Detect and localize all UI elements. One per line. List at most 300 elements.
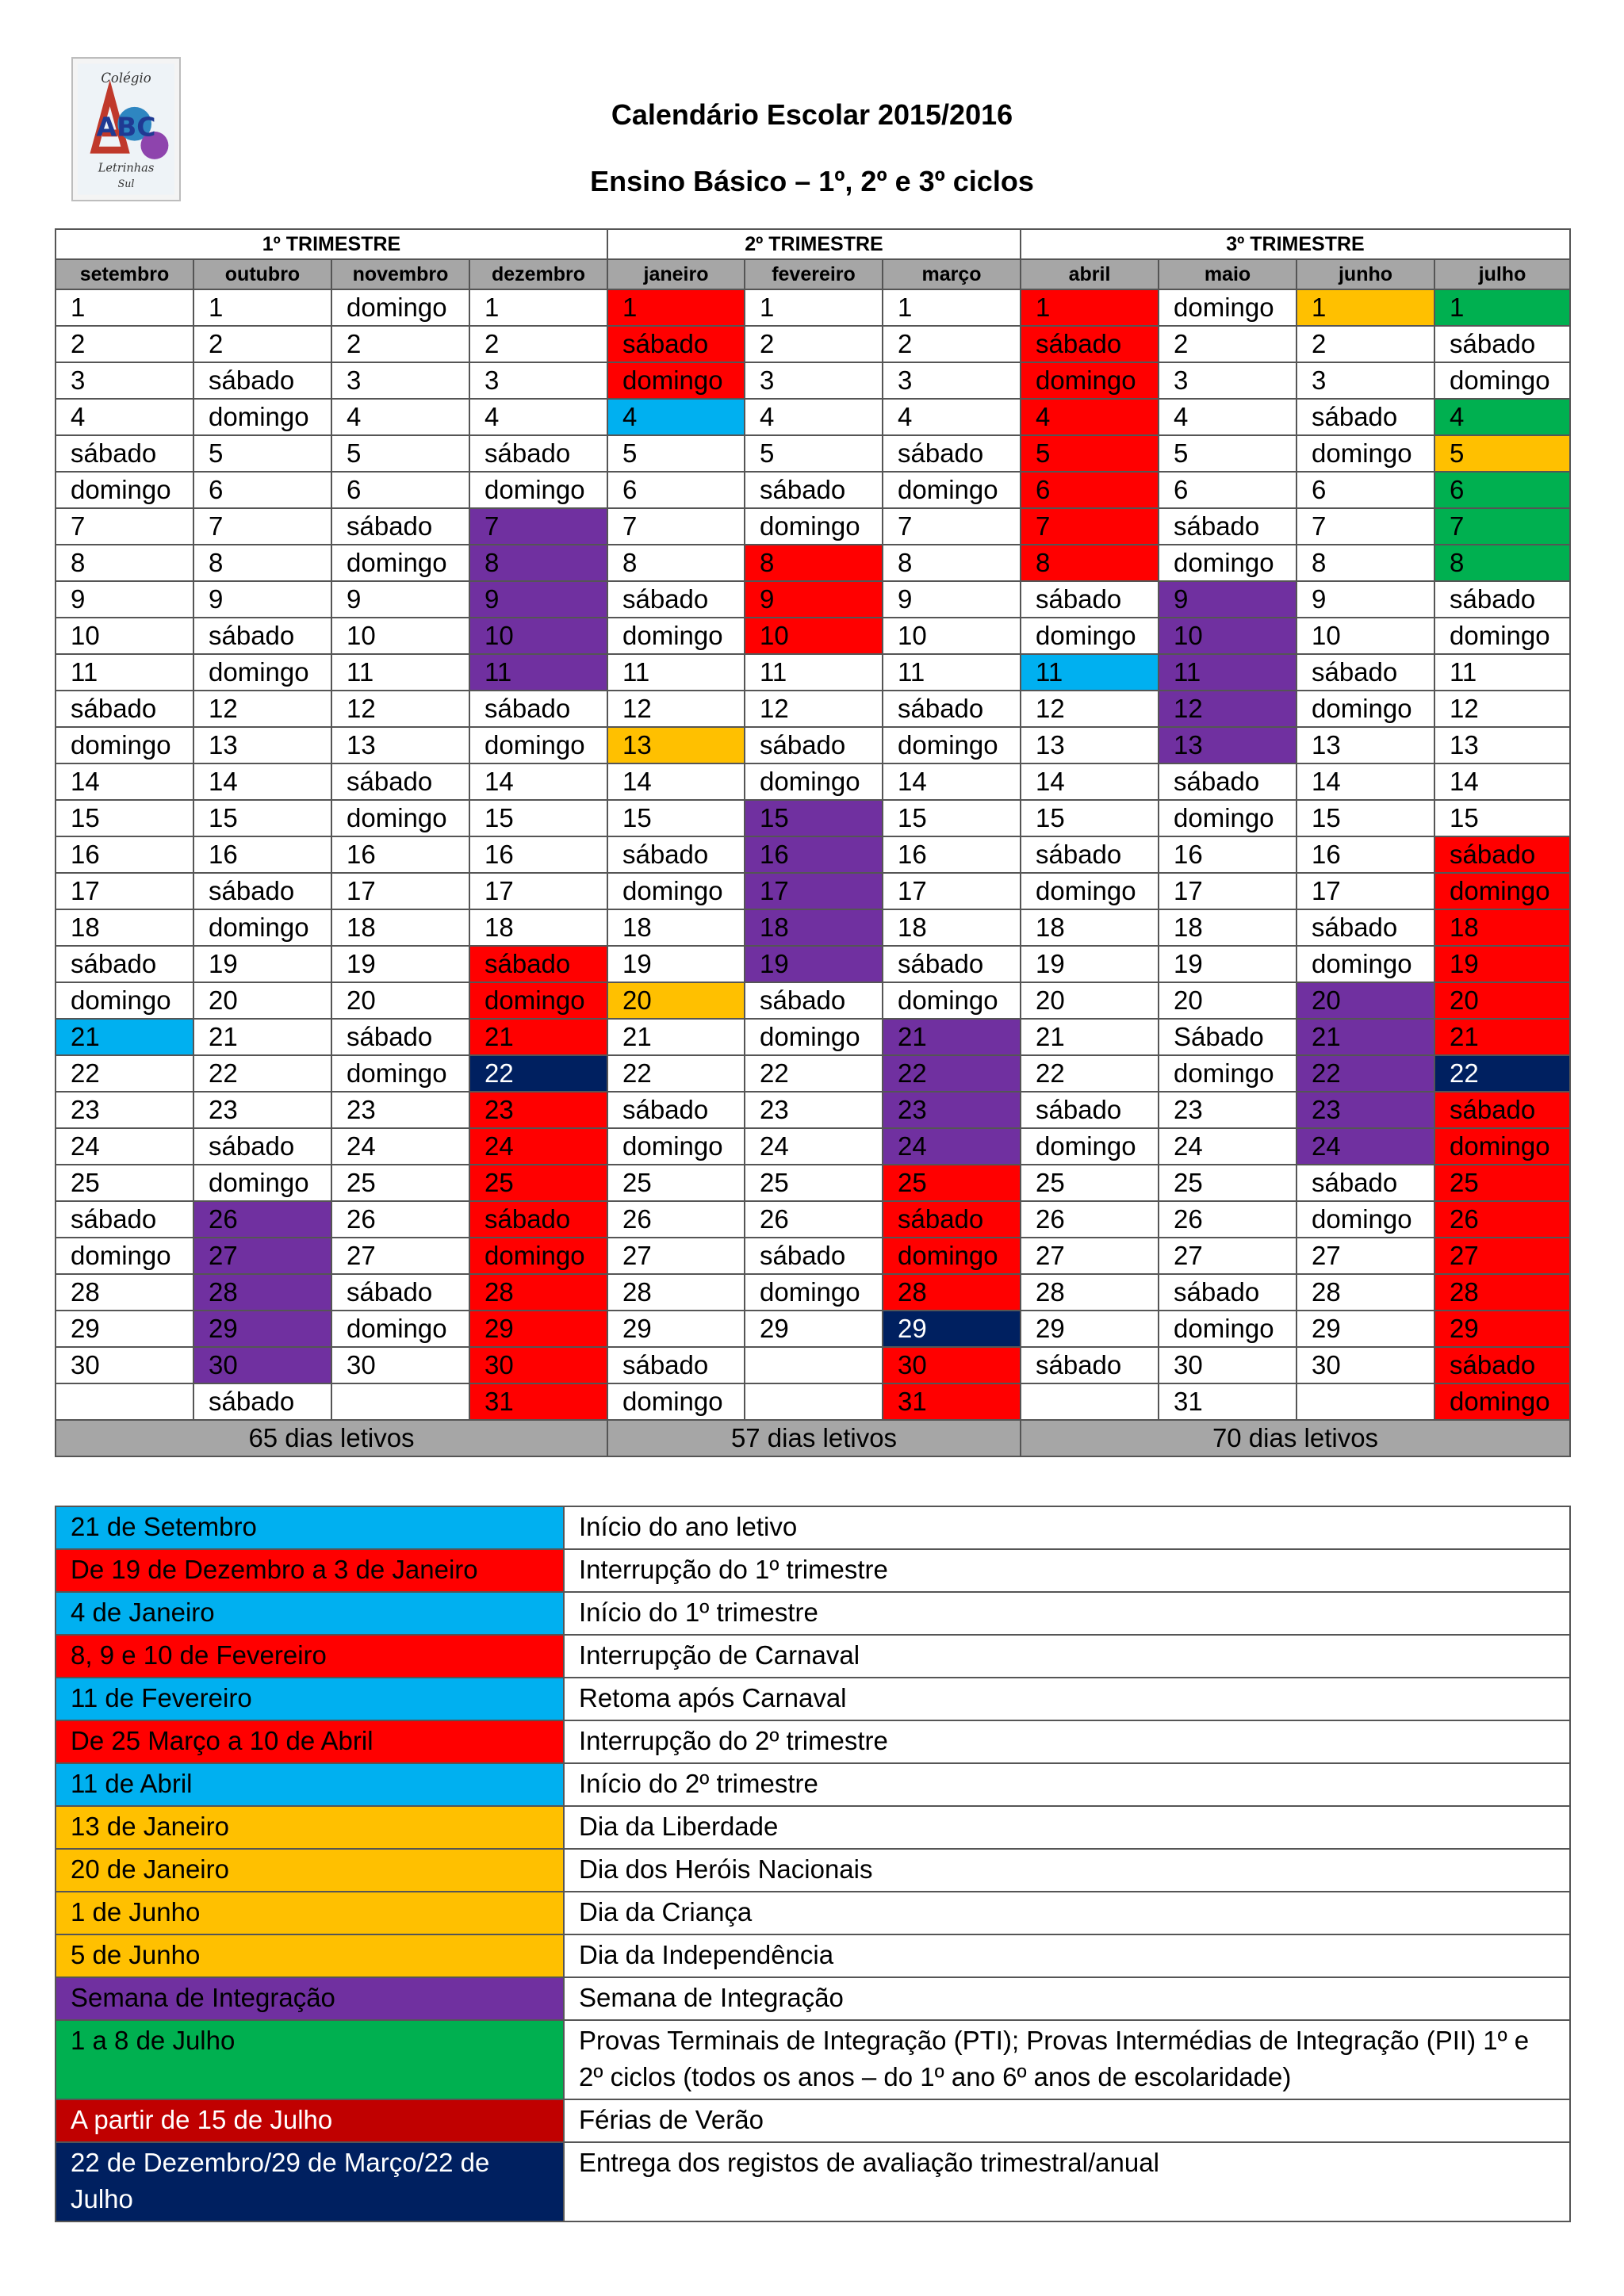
- day-cell: 20: [1434, 982, 1570, 1019]
- day-cell: 15: [469, 800, 607, 836]
- table-row: [56, 289, 1570, 326]
- day-cell: sábado: [1434, 326, 1570, 362]
- day-cell: 3: [1159, 362, 1297, 399]
- day-cell: 17: [1297, 873, 1434, 909]
- table-row: [56, 946, 1570, 982]
- day-cell: sábado: [1297, 909, 1434, 946]
- day-cell: domingo: [1297, 435, 1434, 472]
- table-row: [56, 982, 1570, 1019]
- day-cell: 1: [193, 289, 331, 326]
- day-cell: domingo: [56, 727, 193, 763]
- day-cell: 26: [331, 1201, 469, 1238]
- day-cell: 11: [745, 654, 883, 691]
- day-cell: 26: [1159, 1201, 1297, 1238]
- day-cell: domingo: [745, 508, 883, 545]
- day-cell: 1: [56, 289, 193, 326]
- day-cell: sábado: [1021, 836, 1159, 873]
- day-cell: 15: [1021, 800, 1159, 836]
- legend-description: Dia da Criança: [564, 1892, 1570, 1934]
- month-header: setembro: [56, 259, 193, 289]
- day-cell: 30: [56, 1347, 193, 1383]
- school-days-total: 57 dias letivos: [607, 1420, 1021, 1456]
- legend-description: Semana de Integração: [564, 1977, 1570, 2020]
- trimester-header: 2º TRIMESTRE: [607, 229, 1021, 259]
- day-cell: sábado: [1021, 1347, 1159, 1383]
- day-cell: 2: [745, 326, 883, 362]
- legend-row: [56, 1635, 1570, 1678]
- day-cell: 16: [883, 836, 1021, 873]
- day-cell: 30: [193, 1347, 331, 1383]
- day-cell: 6: [331, 472, 469, 508]
- day-cell: 31: [883, 1383, 1021, 1420]
- day-cell: domingo: [1434, 873, 1570, 909]
- table-row: [56, 1201, 1570, 1238]
- day-cell: sábado: [193, 1383, 331, 1420]
- page-title: Calendário Escolar 2015/2016: [611, 98, 1013, 131]
- day-cell: 6: [1021, 472, 1159, 508]
- day-cell: 25: [331, 1165, 469, 1201]
- day-cell: sábado: [607, 1092, 745, 1128]
- logo-text-0: Colégio: [101, 70, 151, 86]
- day-cell: 15: [607, 800, 745, 836]
- day-cell: sábado: [331, 1274, 469, 1311]
- day-cell: 13: [193, 727, 331, 763]
- legend-description: Dia da Independência: [564, 1934, 1570, 1977]
- legend-date: 8, 9 e 10 de Fevereiro: [56, 1635, 564, 1678]
- day-cell: 9: [745, 581, 883, 618]
- day-cell: 5: [745, 435, 883, 472]
- day-cell: 16: [56, 836, 193, 873]
- day-cell: sábado: [883, 1201, 1021, 1238]
- day-cell: domingo: [607, 618, 745, 654]
- day-cell: sábado: [607, 1347, 745, 1383]
- day-cell: 25: [607, 1165, 745, 1201]
- trimester-header: 3º TRIMESTRE: [1021, 229, 1570, 259]
- table-row: [56, 763, 1570, 800]
- day-cell: [745, 1347, 883, 1383]
- day-cell: 21: [607, 1019, 745, 1055]
- day-cell: 28: [607, 1274, 745, 1311]
- calendar-table: [55, 228, 1571, 1457]
- day-cell: 22: [469, 1055, 607, 1092]
- legend-row: [56, 1506, 1570, 1549]
- school-days-total: 65 dias letivos: [56, 1420, 607, 1456]
- table-row: [56, 1055, 1570, 1092]
- day-cell: sábado: [607, 836, 745, 873]
- day-cell: 6: [193, 472, 331, 508]
- table-row: [56, 1019, 1570, 1055]
- day-cell: 21: [469, 1019, 607, 1055]
- day-cell: 10: [883, 618, 1021, 654]
- day-cell: 31: [1159, 1383, 1297, 1420]
- legend-table: [55, 1506, 1571, 2222]
- legend-row: [56, 1977, 1570, 2020]
- day-cell: 29: [1434, 1311, 1570, 1347]
- month-header: fevereiro: [745, 259, 883, 289]
- day-cell: 30: [331, 1347, 469, 1383]
- table-row: [56, 836, 1570, 873]
- day-cell: 5: [1434, 435, 1570, 472]
- day-cell: 18: [1159, 909, 1297, 946]
- day-cell: domingo: [607, 1383, 745, 1420]
- day-cell: sábado: [1159, 508, 1297, 545]
- month-header: julho: [1434, 259, 1570, 289]
- table-row: [56, 581, 1570, 618]
- day-cell: sábado: [883, 946, 1021, 982]
- day-cell: 6: [1159, 472, 1297, 508]
- day-cell: 17: [469, 873, 607, 909]
- day-cell: domingo: [331, 1311, 469, 1347]
- table-row: [56, 399, 1570, 435]
- legend-description: Provas Terminais de Integração (PTI); Provas Intermédias de Integração (PII) 1º e 2º ciclos (todos os anos – do 1º ano 6º anos de escolaridade): [564, 2020, 1570, 2099]
- day-cell: sábado: [745, 1238, 883, 1274]
- day-cell: 11: [469, 654, 607, 691]
- day-cell: 27: [1297, 1238, 1434, 1274]
- day-cell: 7: [469, 508, 607, 545]
- day-cell: 24: [1297, 1128, 1434, 1165]
- day-cell: 18: [469, 909, 607, 946]
- day-cell: domingo: [745, 763, 883, 800]
- day-cell: 27: [331, 1238, 469, 1274]
- day-cell: 27: [1021, 1238, 1159, 1274]
- day-cell: 3: [745, 362, 883, 399]
- day-cell: 18: [883, 909, 1021, 946]
- day-cell: 29: [193, 1311, 331, 1347]
- day-cell: 25: [469, 1165, 607, 1201]
- trimester-header-row: [56, 229, 1570, 259]
- table-row: [56, 508, 1570, 545]
- legend-description: Entrega dos registos de avaliação trimestral/anual: [564, 2142, 1570, 2221]
- table-row: [56, 1092, 1570, 1128]
- day-cell: 21: [883, 1019, 1021, 1055]
- day-cell: 8: [1434, 545, 1570, 581]
- day-cell: sábado: [1434, 581, 1570, 618]
- day-cell: domingo: [1021, 1128, 1159, 1165]
- day-cell: domingo: [469, 727, 607, 763]
- table-row: [56, 362, 1570, 399]
- day-cell: 8: [745, 545, 883, 581]
- day-cell: sábado: [469, 435, 607, 472]
- day-cell: 27: [607, 1238, 745, 1274]
- legend-row: [56, 2020, 1570, 2099]
- day-cell: 20: [1297, 982, 1434, 1019]
- table-row: [56, 1128, 1570, 1165]
- day-cell: 21: [1021, 1019, 1159, 1055]
- day-cell: 10: [331, 618, 469, 654]
- day-cell: 14: [1021, 763, 1159, 800]
- day-cell: 4: [56, 399, 193, 435]
- day-cell: 14: [1434, 763, 1570, 800]
- day-cell: 5: [1021, 435, 1159, 472]
- day-cell: 29: [469, 1311, 607, 1347]
- day-cell: 12: [607, 691, 745, 727]
- day-cell: sábado: [56, 435, 193, 472]
- day-cell: 23: [469, 1092, 607, 1128]
- legend-date: 11 de Abril: [56, 1763, 564, 1806]
- day-cell: 26: [1021, 1201, 1159, 1238]
- day-cell: 7: [56, 508, 193, 545]
- day-cell: 27: [1159, 1238, 1297, 1274]
- legend-row: [56, 1849, 1570, 1892]
- legend-description: Dia dos Heróis Nacionais: [564, 1849, 1570, 1892]
- day-cell: 21: [1434, 1019, 1570, 1055]
- day-cell: 18: [607, 909, 745, 946]
- day-cell: 9: [56, 581, 193, 618]
- logo-text-3: Sul: [117, 177, 135, 189]
- day-cell: 22: [745, 1055, 883, 1092]
- day-cell: 5: [1159, 435, 1297, 472]
- day-cell: sábado: [193, 362, 331, 399]
- day-cell: 22: [1434, 1055, 1570, 1092]
- day-cell: 24: [883, 1128, 1021, 1165]
- day-cell: 23: [1159, 1092, 1297, 1128]
- day-cell: sábado: [331, 763, 469, 800]
- table-row: [56, 909, 1570, 946]
- day-cell: sábado: [56, 1201, 193, 1238]
- legend-date: 21 de Setembro: [56, 1506, 564, 1549]
- day-cell: 31: [469, 1383, 607, 1420]
- day-cell: 14: [607, 763, 745, 800]
- day-cell: 13: [1434, 727, 1570, 763]
- day-cell: 12: [1434, 691, 1570, 727]
- day-cell: sábado: [1434, 836, 1570, 873]
- table-row: [56, 1311, 1570, 1347]
- table-row: [56, 472, 1570, 508]
- day-cell: 2: [469, 326, 607, 362]
- day-cell: sábado: [331, 508, 469, 545]
- day-cell: 30: [1297, 1347, 1434, 1383]
- day-cell: 12: [745, 691, 883, 727]
- day-cell: 4: [1159, 399, 1297, 435]
- day-cell: domingo: [1159, 545, 1297, 581]
- legend-description: Interrupção de Carnaval: [564, 1635, 1570, 1678]
- day-cell: sábado: [1434, 1092, 1570, 1128]
- day-cell: [1297, 1383, 1434, 1420]
- day-cell: 22: [1021, 1055, 1159, 1092]
- day-cell: sábado: [607, 326, 745, 362]
- day-cell: 20: [607, 982, 745, 1019]
- day-cell: 27: [1434, 1238, 1570, 1274]
- day-cell: 25: [745, 1165, 883, 1201]
- day-cell: 4: [1434, 399, 1570, 435]
- day-cell: 22: [883, 1055, 1021, 1092]
- day-cell: 10: [56, 618, 193, 654]
- day-cell: 18: [1021, 909, 1159, 946]
- legend-description: Início do 2º trimestre: [564, 1763, 1570, 1806]
- day-cell: domingo: [1159, 1311, 1297, 1347]
- day-cell: 20: [1021, 982, 1159, 1019]
- day-cell: 28: [883, 1274, 1021, 1311]
- day-cell: 25: [883, 1165, 1021, 1201]
- day-cell: 8: [883, 545, 1021, 581]
- legend-row: [56, 1549, 1570, 1592]
- month-header: março: [883, 259, 1021, 289]
- day-cell: domingo: [1434, 1128, 1570, 1165]
- totals-row: [56, 1420, 1570, 1456]
- legend-date: 13 de Janeiro: [56, 1806, 564, 1849]
- day-cell: 11: [331, 654, 469, 691]
- day-cell: 12: [1159, 691, 1297, 727]
- day-cell: 4: [745, 399, 883, 435]
- day-cell: 29: [883, 1311, 1021, 1347]
- day-cell: sábado: [745, 982, 883, 1019]
- day-cell: 20: [1159, 982, 1297, 1019]
- day-cell: domingo: [1297, 1201, 1434, 1238]
- table-row: [56, 1274, 1570, 1311]
- day-cell: 3: [1297, 362, 1434, 399]
- day-cell: 19: [745, 946, 883, 982]
- day-cell: domingo: [1021, 873, 1159, 909]
- day-cell: domingo: [1297, 691, 1434, 727]
- day-cell: 4: [883, 399, 1021, 435]
- day-cell: 16: [469, 836, 607, 873]
- day-cell: domingo: [331, 545, 469, 581]
- day-cell: 7: [607, 508, 745, 545]
- day-cell: domingo: [331, 1055, 469, 1092]
- day-cell: 5: [607, 435, 745, 472]
- day-cell: 22: [1297, 1055, 1434, 1092]
- day-cell: 1: [469, 289, 607, 326]
- legend-description: Férias de Verão: [564, 2099, 1570, 2142]
- day-cell: domingo: [607, 873, 745, 909]
- day-cell: domingo: [331, 289, 469, 326]
- day-cell: 7: [1021, 508, 1159, 545]
- legend-row: [56, 2099, 1570, 2142]
- day-cell: 13: [331, 727, 469, 763]
- logo-text-2: Letrinhas: [98, 161, 155, 175]
- day-cell: 7: [193, 508, 331, 545]
- day-cell: 17: [883, 873, 1021, 909]
- day-cell: 7: [883, 508, 1021, 545]
- legend-description: Início do 1º trimestre: [564, 1592, 1570, 1635]
- day-cell: 16: [1159, 836, 1297, 873]
- day-cell: sábado: [1159, 1274, 1297, 1311]
- day-cell: 26: [607, 1201, 745, 1238]
- day-cell: 2: [1159, 326, 1297, 362]
- day-cell: domingo: [883, 1238, 1021, 1274]
- day-cell: 23: [1297, 1092, 1434, 1128]
- day-cell: 20: [193, 982, 331, 1019]
- day-cell: 1: [1297, 289, 1434, 326]
- day-cell: 11: [1021, 654, 1159, 691]
- day-cell: domingo: [1159, 800, 1297, 836]
- day-cell: 25: [1159, 1165, 1297, 1201]
- legend-date: 1 de Junho: [56, 1892, 564, 1934]
- day-cell: 9: [469, 581, 607, 618]
- month-header: dezembro: [469, 259, 607, 289]
- day-cell: 24: [469, 1128, 607, 1165]
- day-cell: domingo: [1021, 618, 1159, 654]
- day-cell: domingo: [883, 472, 1021, 508]
- day-cell: 27: [193, 1238, 331, 1274]
- legend-date: A partir de 15 de Julho: [56, 2099, 564, 2142]
- day-cell: domingo: [1434, 618, 1570, 654]
- day-cell: 16: [1297, 836, 1434, 873]
- day-cell: 29: [1021, 1311, 1159, 1347]
- day-cell: sábado: [1021, 1092, 1159, 1128]
- day-cell: 28: [193, 1274, 331, 1311]
- day-cell: 22: [56, 1055, 193, 1092]
- day-cell: sábado: [193, 1128, 331, 1165]
- day-cell: 14: [883, 763, 1021, 800]
- day-cell: [56, 1383, 193, 1420]
- month-header: abril: [1021, 259, 1159, 289]
- day-cell: Sábado: [1159, 1019, 1297, 1055]
- day-cell: 17: [56, 873, 193, 909]
- day-cell: domingo: [469, 982, 607, 1019]
- day-cell: 14: [193, 763, 331, 800]
- day-cell: sábado: [56, 691, 193, 727]
- day-cell: 8: [56, 545, 193, 581]
- day-cell: 11: [883, 654, 1021, 691]
- page-subtitle: Ensino Básico – 1º, 2º e 3º ciclos: [590, 165, 1034, 197]
- day-cell: 9: [1159, 581, 1297, 618]
- legend-description: Dia da Liberdade: [564, 1806, 1570, 1849]
- day-cell: domingo: [56, 472, 193, 508]
- day-cell: 28: [56, 1274, 193, 1311]
- day-cell: domingo: [193, 1165, 331, 1201]
- day-cell: 26: [1434, 1201, 1570, 1238]
- legend-date: De 25 Março a 10 de Abril: [56, 1720, 564, 1763]
- day-cell: sábado: [883, 691, 1021, 727]
- day-cell: 14: [469, 763, 607, 800]
- day-cell: 19: [607, 946, 745, 982]
- day-cell: 14: [56, 763, 193, 800]
- day-cell: 18: [745, 909, 883, 946]
- month-header: outubro: [193, 259, 331, 289]
- legend-date: 11 de Fevereiro: [56, 1678, 564, 1720]
- day-cell: 1: [1021, 289, 1159, 326]
- day-cell: domingo: [1159, 289, 1297, 326]
- day-cell: 3: [56, 362, 193, 399]
- legend-row: [56, 1678, 1570, 1720]
- day-cell: 9: [193, 581, 331, 618]
- day-cell: 29: [607, 1311, 745, 1347]
- day-cell: 19: [193, 946, 331, 982]
- day-cell: 30: [469, 1347, 607, 1383]
- day-cell: 4: [331, 399, 469, 435]
- day-cell: 8: [469, 545, 607, 581]
- table-row: [56, 1383, 1570, 1420]
- month-header-row: [56, 259, 1570, 289]
- day-cell: 30: [883, 1347, 1021, 1383]
- table-row: [56, 654, 1570, 691]
- day-cell: 15: [1434, 800, 1570, 836]
- day-cell: 11: [607, 654, 745, 691]
- day-cell: sábado: [331, 1019, 469, 1055]
- day-cell: 3: [331, 362, 469, 399]
- month-header: maio: [1159, 259, 1297, 289]
- day-cell: 5: [331, 435, 469, 472]
- table-row: [56, 800, 1570, 836]
- day-cell: domingo: [469, 1238, 607, 1274]
- day-cell: 9: [1297, 581, 1434, 618]
- day-cell: 25: [1021, 1165, 1159, 1201]
- legend-date: 22 de Dezembro/29 de Março/22 de Julho: [56, 2142, 564, 2221]
- table-row: [56, 873, 1570, 909]
- day-cell: sábado: [1297, 654, 1434, 691]
- day-cell: 18: [56, 909, 193, 946]
- legend-row: [56, 1592, 1570, 1635]
- day-cell: domingo: [745, 1274, 883, 1311]
- day-cell: 13: [1297, 727, 1434, 763]
- day-cell: 11: [56, 654, 193, 691]
- day-cell: 2: [331, 326, 469, 362]
- day-cell: 7: [1297, 508, 1434, 545]
- legend-date: 5 de Junho: [56, 1934, 564, 1977]
- day-cell: 23: [193, 1092, 331, 1128]
- day-cell: 25: [1434, 1165, 1570, 1201]
